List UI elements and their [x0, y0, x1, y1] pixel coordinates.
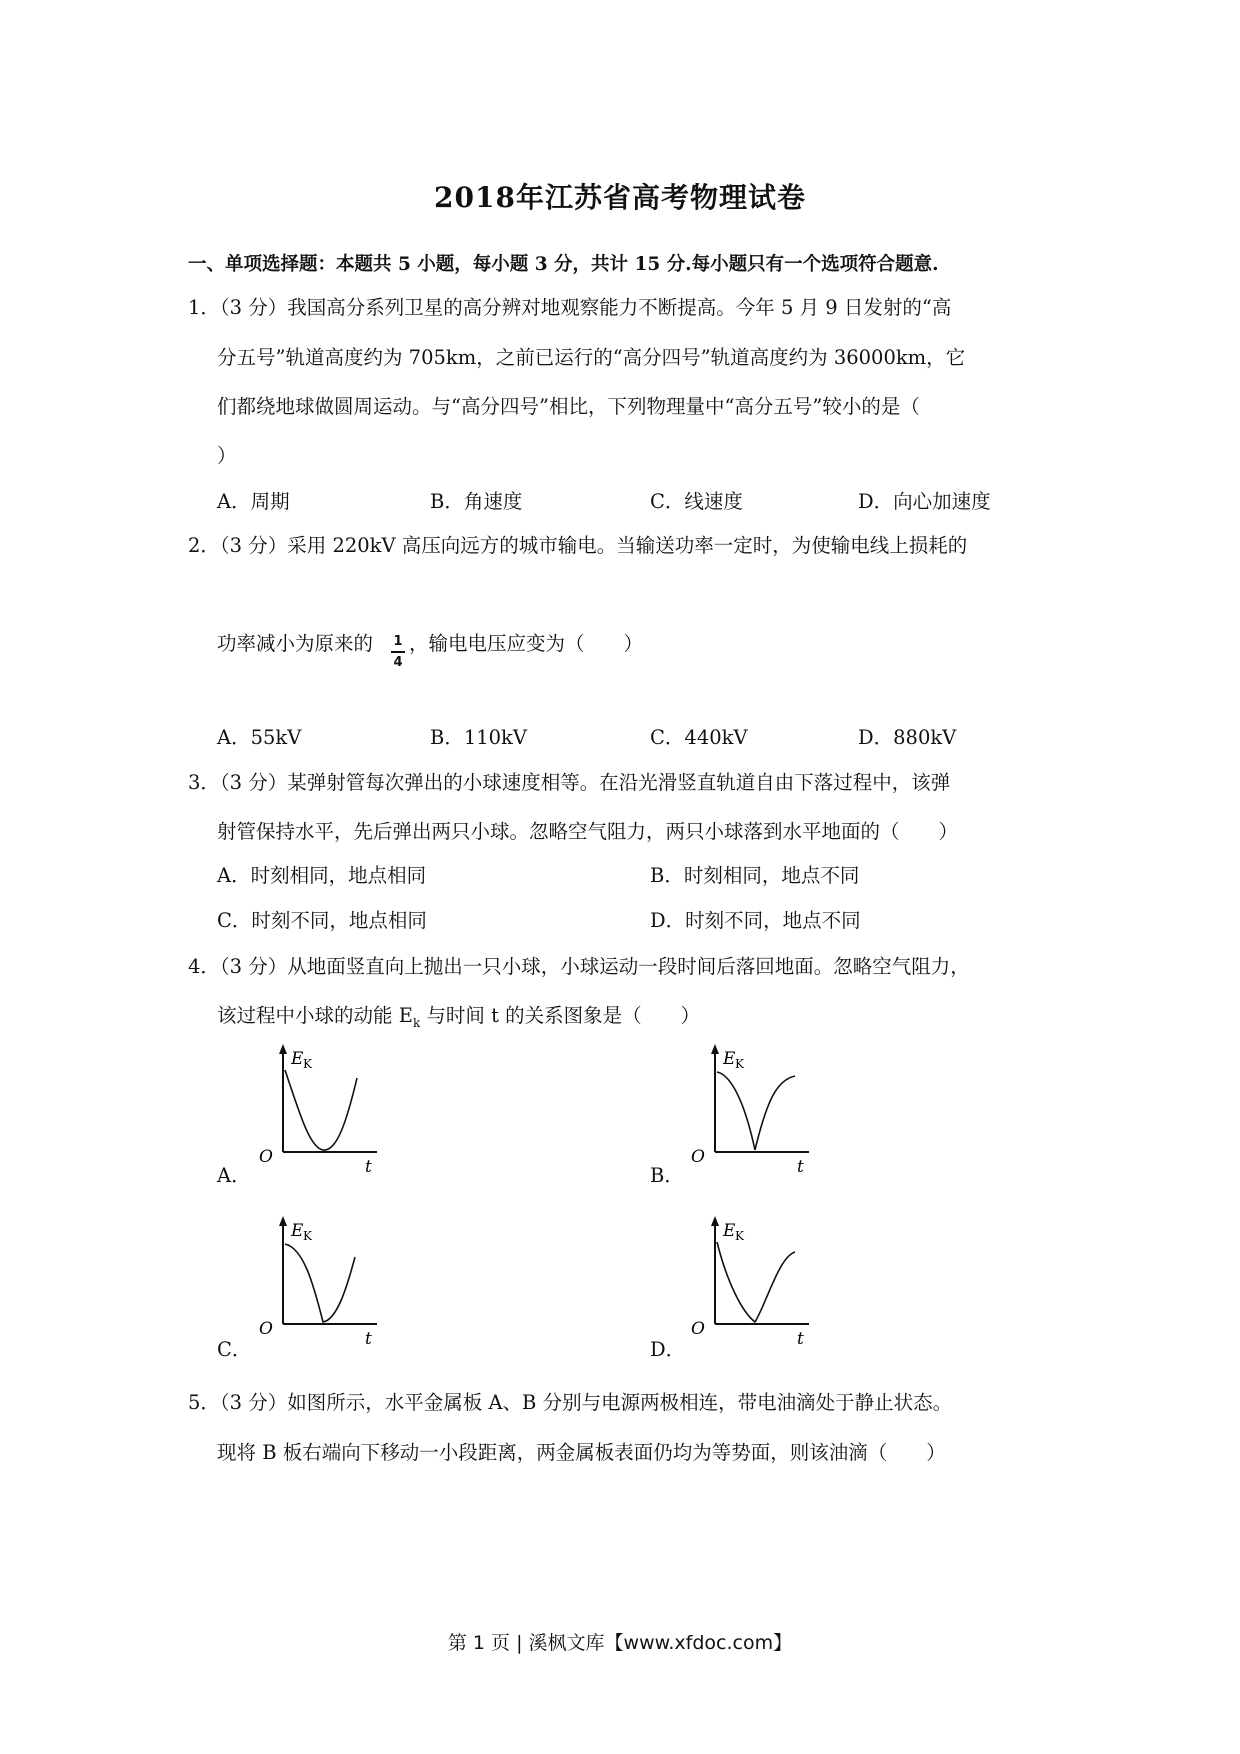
y-axis-label-subscript: K [735, 1229, 744, 1243]
q2-line-2-pre: 功率减小为原来的 [217, 632, 374, 655]
q2-fraction-denominator: 4 [393, 654, 403, 670]
q4-option-c-label: C． [217, 1338, 252, 1361]
x-axis-label: t [797, 1329, 804, 1349]
y-axis-arrow [711, 1216, 719, 1226]
y-axis-label: E [291, 1049, 304, 1069]
origin-label: O [691, 1147, 705, 1167]
graph-b [687, 1040, 827, 1180]
y-axis-label: E [723, 1049, 736, 1069]
q4-option-d-label: D． [650, 1338, 686, 1361]
origin-label: O [691, 1319, 705, 1339]
q1-option-a: A．周期 [217, 490, 290, 513]
q3-line-2: 射管保持水平，先后弹出两只小球。忽略空气阻力，两只小球落到水平地面的（ ） [217, 820, 959, 843]
ek-curve [285, 1244, 355, 1322]
graph-d [687, 1212, 827, 1352]
q4-line-2-pre: 该过程中小球的动能 E [217, 1004, 413, 1027]
q3-option-c: C．时刻不同，地点相同 [217, 909, 427, 932]
graph-a [255, 1040, 395, 1180]
q5-line-2: 现将 B 板右端向下移动一小段距离，两金属板表面仍均为等势面，则该油滴（ ） [217, 1441, 946, 1464]
y-axis-label: E [723, 1221, 736, 1241]
q4-option-b-label: B． [650, 1164, 684, 1187]
q1-line-1: 1．（3 分）我国高分系列卫星的高分辨对地观察能力不断提高。今年 5 月 9 日发射的“高 [188, 296, 952, 319]
q4-option-a-label: A． [217, 1164, 251, 1187]
origin-label: O [259, 1319, 273, 1339]
q3-option-a: A．时刻相同，地点相同 [217, 864, 427, 887]
origin-label: O [259, 1147, 273, 1167]
y-axis-arrow [279, 1216, 287, 1226]
y-axis-label-subscript: K [735, 1057, 744, 1071]
y-axis-label: E [291, 1221, 304, 1241]
x-axis-label: t [797, 1157, 804, 1177]
q4-line-1: 4．（3 分）从地面竖直向上抛出一只小球，小球运动一段时间后落回地面。忽略空气阻力， [188, 955, 970, 978]
q2-line-1: 2．（3 分）采用 220kV 高压向远方的城市输电。当输送功率一定时，为使输电线上损耗的 [188, 534, 968, 557]
q1-option-d: D．向心加速度 [858, 490, 991, 513]
q3-option-b: B．时刻相同，地点不同 [650, 864, 860, 887]
q1-line-2: 分五号”轨道高度约为 705km，之前已运行的“高分四号”轨道高度约为 36000km，它 [217, 346, 966, 369]
ek-curve [717, 1242, 795, 1322]
y-axis-label-subscript: K [303, 1057, 312, 1071]
y-axis-label-subscript: K [303, 1229, 312, 1243]
q5-line-1: 5．（3 分）如图所示，水平金属板 A、B 分别与电源两极相连，带电油滴处于静止状态。 [188, 1391, 953, 1414]
y-axis-arrow [279, 1044, 287, 1054]
q2-fraction-numerator: 1 [393, 634, 403, 649]
q2-option-b: B．110kV [430, 726, 527, 749]
ek-curve [285, 1070, 357, 1150]
page-footer: 第 1 页 | 溪枫文库【www.xfdoc.com】 [447, 1632, 793, 1654]
graph-c [255, 1212, 395, 1352]
q3-option-d: D．时刻不同，地点不同 [650, 909, 861, 932]
q2-option-a: A．55kV [217, 726, 302, 749]
q1-option-b: B．角速度 [430, 490, 523, 513]
q2-option-c: C．440kV [650, 726, 748, 749]
q1-line-4: ） [217, 444, 237, 467]
q2-option-d: D．880kV [858, 726, 957, 749]
x-axis-label: t [365, 1329, 372, 1349]
q1-line-3: 们都绕地球做圆周运动。与“高分四号”相比，下列物理量中“高分五号”较小的是（ [217, 395, 920, 418]
y-axis-arrow [711, 1044, 719, 1054]
q4-line-2 [217, 1000, 700, 1030]
q3-line-1: 3．（3 分）某弹射管每次弹出的小球速度相等。在沿光滑竖直轨道自由下落过程中，该弹 [188, 771, 951, 794]
x-axis-label: t [365, 1157, 372, 1177]
q4-ek-subscript: k [412, 1015, 421, 1030]
q1-option-c: C．线速度 [650, 490, 743, 513]
exam-title: 2018年江苏省高考物理试卷 [434, 181, 806, 214]
q2-line-2-post: ，输电电压应变为（ ） [409, 632, 644, 655]
q2-fraction [391, 634, 405, 670]
q4-line-2-post: 与时间 t 的关系图象是（ ） [420, 1004, 701, 1027]
fraction-bar [391, 651, 405, 653]
section-heading: 一、单项选择题：本题共 5 小题，每小题 3 分，共计 15 分.每小题只有一个选项符合题意. [188, 254, 939, 275]
ek-curve [717, 1072, 795, 1150]
